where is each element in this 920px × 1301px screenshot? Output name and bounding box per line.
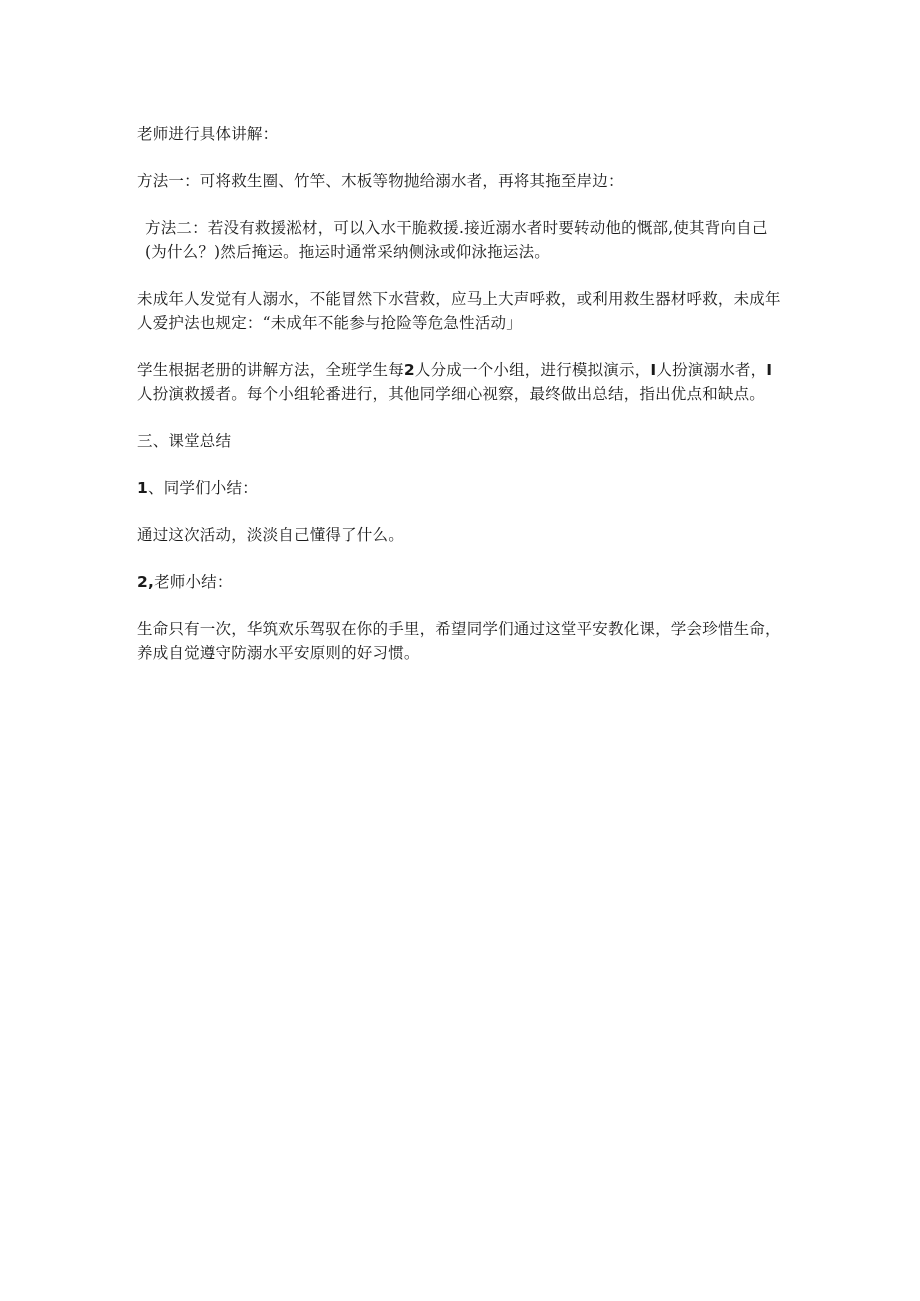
document-body bbox=[137, 122, 787, 665]
simulation-paragraph bbox=[137, 358, 787, 406]
drowning-role-number: I bbox=[650, 361, 657, 379]
section-heading-summary: 三、课堂总结 bbox=[137, 432, 232, 450]
simulation-text-a: 学生根据老册的讲解方法，全班学生每 bbox=[137, 361, 404, 379]
minor-warning-paragraph: 未成年人发觉有人溺水，不能冒然下水营救，应马上大声呼救，或利用救生器材呼救，未成年人爱护法也规定：“未成年不能参与抢险等危急性活动」 bbox=[137, 290, 781, 332]
student-summary-heading bbox=[137, 476, 787, 500]
intro-paragraph: 老师进行具体讲解： bbox=[137, 125, 279, 143]
teacher-summary-heading bbox=[137, 570, 787, 594]
student-summary-paragraph: 通过这次活动，淡淡自己懂得了什么。 bbox=[137, 526, 404, 544]
closing-paragraph: 生命只有一次，华筑欢乐驾驭在你的手里，希望同学们通过这堂平安教化课，学会珍惜生命，养成自觉遵守防溺水平安原则的好习惯。 bbox=[137, 620, 781, 662]
teacher-summary-label: 老师小结： bbox=[154, 573, 233, 591]
group-size-number: 2 bbox=[403, 361, 415, 379]
simulation-text-b: 人分成一个小组，进行模拟演示， bbox=[414, 361, 651, 379]
student-summary-number: 1 bbox=[137, 479, 148, 497]
simulation-text-d: 人扮演救援者。每个小组轮番进行，其他同学细心视察，最终做出总结，指出优点和缺点。 bbox=[137, 385, 766, 403]
student-summary-label: 、同学们小结： bbox=[148, 479, 258, 497]
method-one-paragraph: 方法一：可将救生圈、竹竿、木板等物抛给溺水者，再将其拖至岸边： bbox=[137, 172, 624, 190]
simulation-text-c: 人扮演溺水者， bbox=[656, 361, 767, 379]
rescuer-role-number: I bbox=[766, 361, 773, 379]
method-two-paragraph: 方法二：若没有救援淞材，可以入水干脆救援.接近溺水者时要转动他的慨部,使其背向自己(为什么？)然后掩运。拖运时通常采纳侧泳或仰泳拖运法。 bbox=[145, 219, 768, 261]
teacher-summary-number: 2, bbox=[137, 573, 155, 591]
